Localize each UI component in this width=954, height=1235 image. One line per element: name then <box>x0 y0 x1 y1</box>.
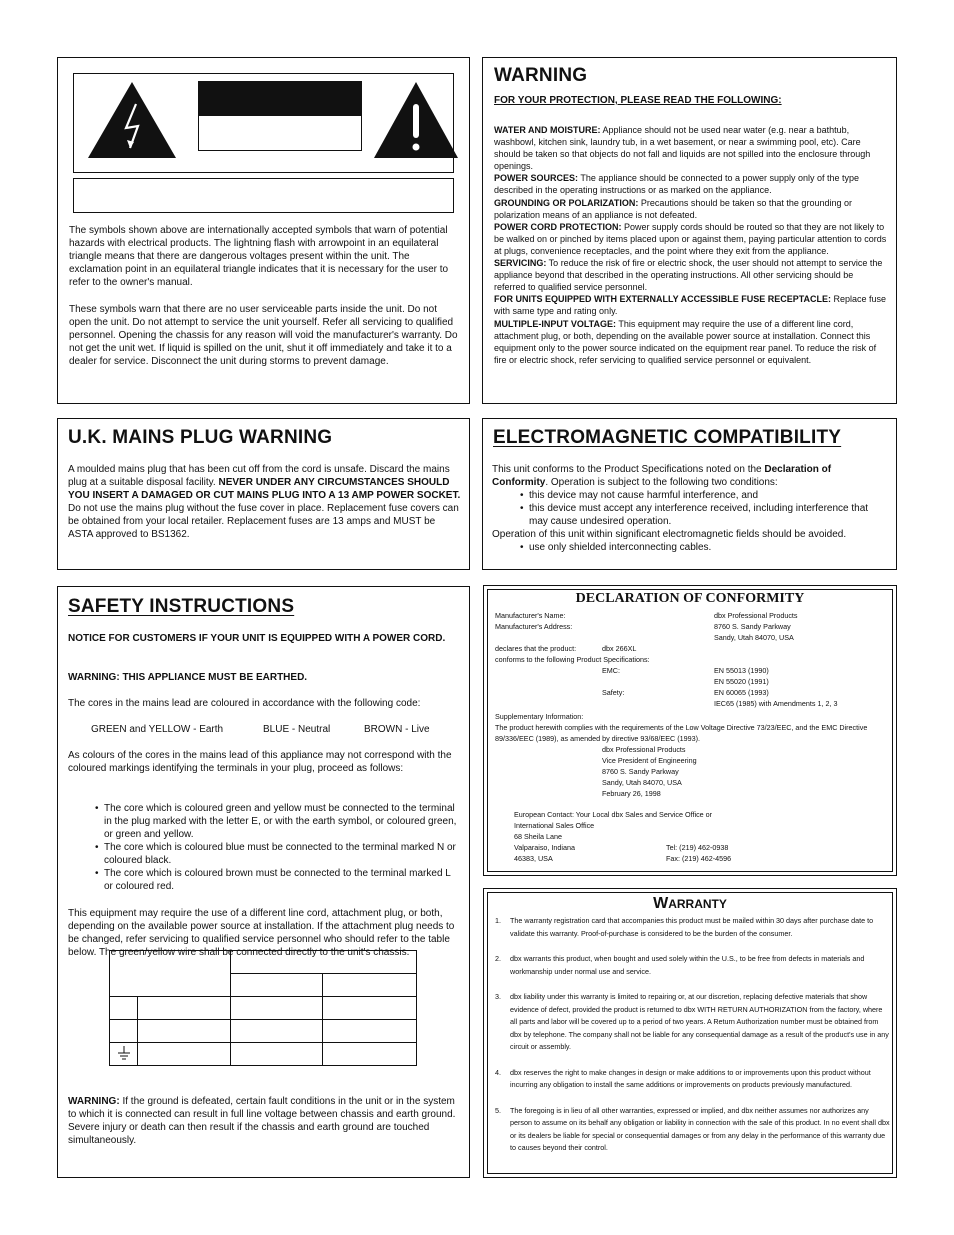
safety-bullet: • The core which is coloured green and yellow must be connected to the terminal in the plug marked with the letter E, or with the earth symbol, or coloured green, or green and yellow. <box>95 802 458 841</box>
emc-intro-1: This unit conforms to the Product Specifications noted on the <box>492 464 765 475</box>
symbols-text-bar <box>73 178 454 213</box>
warranty-title-rest: ARRANTY <box>668 897 727 911</box>
warranty-box <box>483 888 897 1178</box>
warranty-item-text: dbx warrants this product, when bought and used solely within the U.S., to be free from defects in materials and workmanship under normal use and service. <box>510 954 865 976</box>
eu-contact-3: 68 Sheila Lane <box>514 832 562 841</box>
white-caution-bar <box>198 116 362 151</box>
signature-line-4: Sandy, Utah 84070, USA <box>602 778 682 787</box>
symbols-para-1: The symbols shown above are internationally accepted symbols that warn of potential hazards with electrical products. The lightning flash with arrowpoint in an equilateral triangle means that there are dangerous voltages present within the unit. The exclamation point in an equilateral triangle indicates that it is necessary for the user to refer to the owner's manual. <box>69 225 449 288</box>
warranty-item <box>484 915 890 940</box>
table-cell <box>231 1043 323 1066</box>
warning-item <box>494 221 887 257</box>
black-caution-bar <box>198 81 362 116</box>
warranty-item-text: The foregoing is in lieu of all other warranties, expressed or implied, and dbx neither assumes nor authorizes any person to assume on its behalf any obligation or liability in connection with the sale of this product. In no event shall dbx or its dealers be liable for special or consequential damages or from any delay in the performance of this warranty due to causes beyond their control. <box>510 1105 890 1152</box>
warranty-item-text: The warranty registration card that accompanies this product must be mailed within 30 days after purchase date to validate this warranty. Proof-of-purchase is considered to be the burden of the consumer. <box>510 916 874 938</box>
uk-mains-text-2: Do not use the mains plug without the fuse cover in place. Replacement fuse covers can be obtained from your local retailer. Replacement fuses are 13 amps and MUST be ASTA approved to BS1362. <box>68 503 459 540</box>
table-cell <box>323 974 417 997</box>
warning-item-text: Power supply cords should be routed so that they are not likely to be walked on or pinched by items placed upon or against them, paying particular attention to cords at plugs, convenience receptacles, and the point where they exit from the appliance. <box>494 221 887 256</box>
warning-item-label: SERVICING: <box>494 258 547 269</box>
warranty-item-text: dbx liability under this warranty is limited to repairing or, at our discretion, replacing defective materials that show evidence of defect, provided the product is returned to dbx WITH RETURN AUTHORIZATION from the factory, where all parts and labor will be covered up to a period of two years. A Return Authorization number must be obtained from dbx by telephone. The company shall not be liable for any consequential damage as a result of the product's use in any circuit or assembly. <box>510 992 889 1051</box>
warranty-title <box>484 895 896 913</box>
warning-item-text: Appliance should not be used near water (e.g. near a bathtub, washbowl, kitchen sink, laundry tub, in a wet basement, or near a swimming pool, etc). Care should be taken so that objects do not fall and liquids are not spilled into the enclosure through openings. <box>494 125 871 172</box>
warning-item-text: To reduce the risk of fire or electric shock, the user should not attempt to service the appliance beyond that described in the operating instructions. All other servicing should be referred to qualified service personnel. <box>494 258 883 293</box>
safety-final-warning <box>68 1095 461 1147</box>
table-cell <box>110 997 138 1020</box>
warning-item <box>494 257 887 293</box>
colour-green: GREEN and YELLOW - Earth <box>91 724 224 735</box>
table-cell <box>231 974 323 997</box>
table-cell <box>110 951 231 997</box>
signature-date: February 26, 1998 <box>602 789 661 798</box>
safety-equipment: This equipment may require the use of a different line cord, attachment plug, or both, depending on the available power source at installation. If the attachment plug needs to be changed, refer servicing to qualified service personnel who should refer to the table below. The green/yellow wire shall be connected directly to the unit's chassis. <box>68 908 455 958</box>
warranty-item <box>484 991 890 1054</box>
safety-bullet: • The core which is coloured brown must be connected to the terminal marked L or coloured red. <box>95 867 458 893</box>
warning-item <box>494 293 887 317</box>
table-row <box>110 1043 417 1066</box>
table-cell <box>323 1043 417 1066</box>
uk-mains-title: U.K. MAINS PLUG WARNING <box>68 427 333 448</box>
eu-contact-2: International Sales Office <box>514 821 595 830</box>
table-row <box>110 997 417 1020</box>
warning-item <box>494 318 887 366</box>
warning-item-label: POWER CORD PROTECTION: <box>494 221 622 232</box>
exclamation-triangle-icon <box>372 80 460 160</box>
conforms-label: conforms to the following Product Specifications: <box>495 655 650 664</box>
uk-mains-bold: NEVER UNDER ANY CIRCUMSTANCES SHOULD YOU INSERT A DAMAGED OR CUT MAINS PLUG INTO A 13 AMP POWER SOCKET. <box>68 477 461 501</box>
warning-item-label: POWER SOURCES: <box>494 173 579 184</box>
warranty-item-num: 4. <box>495 1067 501 1077</box>
lightning-triangle-icon <box>86 80 178 160</box>
table-cell <box>110 1043 138 1066</box>
declaration-title: DECLARATION OF CONFORMITY <box>575 591 805 606</box>
safety-earthed: WARNING: THIS APPLIANCE MUST BE EARTHED. <box>68 672 308 683</box>
warning-item-text: The appliance should be connected to a power supply only of the type described in the operating instructions or as marked on the appliance. <box>494 173 860 196</box>
table-cell <box>231 1020 323 1043</box>
uk-mains-box <box>57 418 470 570</box>
colour-blue: BLUE - Neutral <box>263 724 331 735</box>
safety-box <box>57 586 470 1178</box>
table-cell <box>138 1020 231 1043</box>
safety-label: Safety: <box>602 688 625 697</box>
symbols-box <box>57 57 470 404</box>
safety-bullets <box>95 802 458 893</box>
warning-item-text: This equipment may require the use of a different line cord, attachment plug, or both, depending on the available power source at installation. Connect this equipment only to the power source indicated on the equipment rear panel. To reduce the risk of fire or electric shock, refer servicing to qualified service personnel or equivalent. <box>494 318 877 365</box>
mfr-addr-label: Manufacturer's Address: <box>495 622 573 631</box>
product-name: dbx 266XL <box>602 644 637 653</box>
warranty-item-num: 3. <box>495 992 501 1001</box>
warning-item <box>494 197 887 221</box>
mfr-name: dbx Professional Products <box>714 611 798 620</box>
colour-brown: BROWN - Live <box>364 724 430 735</box>
declaration-box <box>483 585 897 876</box>
emc-label: EMC: <box>602 666 620 675</box>
mfr-addr-2: Sandy, Utah 84070, USA <box>714 633 794 642</box>
warning-item-text: Precautions should be taken so that the grounding or polarization means of an appliance is not defeated. <box>494 197 852 220</box>
wiring-table <box>109 950 417 1066</box>
emc-intro <box>492 463 889 489</box>
warning-item-label: GROUNDING OR POLARIZATION: <box>494 197 639 208</box>
warranty-item <box>484 953 890 978</box>
table-cell <box>231 951 417 974</box>
warning-subtitle: FOR YOUR PROTECTION, PLEASE READ THE FOLLOWING: <box>494 95 782 106</box>
table-cell <box>138 1043 231 1066</box>
warning-item-label: MULTIPLE-INPUT VOLTAGE: <box>494 318 616 329</box>
safety-title: SAFETY INSTRUCTIONS <box>68 596 295 617</box>
uk-mains-text-1: A moulded mains plug that has been cut off from the cord is unsafe. Discard the mains plug at a suitable disposal facility. <box>68 464 450 488</box>
emc-spec-2: EN 55020 (1991) <box>714 677 769 686</box>
warranty-title-first: W <box>653 895 669 912</box>
emc-intro-bold: Declaration of Conformity <box>492 464 832 488</box>
safety-spec-1: EN 60065 (1993) <box>714 688 769 697</box>
supplementary-text: The product herewith complies with the requirements of the Low Voltage Directive 73/23/EEC, and the EMC Directive 89/336/EEC (1989), as amended by directive 93/68/EEC (1993). <box>495 723 868 743</box>
warning-item <box>494 172 887 196</box>
warning-item <box>494 124 887 172</box>
emc-bullet-2: • this device must accept any interference received, including interference that may cause undesired operation. <box>520 502 889 528</box>
symbols-para-2: These symbols warn that there are no user serviceable parts inside the unit. Do not open the unit. Do not attempt to service the unit yourself. Refer all servicing to qualified personnel. Opening the chassis for any reason will void the manufacturer's warranty. Do not get the unit wet. If liquid is spilled on the unit, shut it off immediately and take it to a dealer for service. Disconnect the unit during storms to prevent damage. <box>69 304 458 367</box>
eu-contact-1: European Contact: Your Local dbx Sales and Service Office or <box>514 810 713 819</box>
table-cell <box>110 1020 138 1043</box>
warning-item-text: Replace fuse with same type and rating only. <box>494 294 887 317</box>
safety-cores: The cores in the mains lead are coloured in accordance with the following code: <box>68 698 421 709</box>
symbols-frame <box>73 73 454 173</box>
safety-final-text: If the ground is defeated, certain fault conditions in the unit or in the system to which it is connected can result in full line voltage between chassis and earth ground. Severe injury or death can then result if the chassis and earth ground are touched simultaneously. <box>68 1096 456 1146</box>
safety-final-label: WARNING: <box>68 1096 120 1107</box>
eu-contact-5: 46383, USA <box>514 854 553 863</box>
supplementary-label: Supplementary Information: <box>495 712 584 721</box>
emc-bullet-3: • use only shielded interconnecting cables. <box>520 541 889 554</box>
warranty-item <box>484 1067 890 1092</box>
safety-bullet: • The core which is coloured blue must be connected to the terminal marked N or coloured black. <box>95 841 458 867</box>
warranty-item-num: 2. <box>495 954 501 963</box>
declares-label: declares that the product: <box>495 644 577 653</box>
emc-text-2: Operation of this unit within significant electromagnetic fields should be avoided. <box>492 529 847 540</box>
table-cell <box>323 1020 417 1043</box>
warning-item-label: WATER AND MOISTURE: <box>494 125 601 135</box>
earth-ground-icon <box>116 1045 132 1061</box>
signature-line-3: 8760 S. Sandy Parkway <box>602 767 679 776</box>
table-cell <box>231 997 323 1020</box>
mfr-addr-1: 8760 S. Sandy Parkway <box>714 622 791 631</box>
emc-intro-2: . Operation is subject to the following two conditions: <box>545 477 778 488</box>
eu-contact-4: Valparaiso, Indiana <box>514 843 576 852</box>
emc-title: ELECTROMAGNETIC COMPATIBILITY <box>493 427 842 448</box>
table-row <box>110 1020 417 1043</box>
warranty-list <box>484 915 890 1168</box>
warranty-item-num: 5. <box>495 1105 501 1115</box>
safety-notice: NOTICE FOR CUSTOMERS IF YOUR UNIT IS EQUIPPED WITH A POWER CORD. <box>68 633 446 644</box>
warning-title: WARNING <box>494 65 588 86</box>
emc-body <box>492 463 889 554</box>
eu-fax: Fax: (219) 462-4596 <box>666 854 732 863</box>
safety-spec-2: IEC65 (1985) with Amendments 1, 2, 3 <box>714 699 838 708</box>
warning-box <box>482 57 897 404</box>
safety-colours: As colours of the cores in the mains lead of this appliance may not correspond with the coloured markings identifying the terminals in your plug, proceed as follows: <box>68 750 452 774</box>
table-row <box>110 951 417 974</box>
warning-list <box>494 124 887 366</box>
mfr-name-label: Manufacturer's Name: <box>495 611 566 620</box>
table-cell <box>323 997 417 1020</box>
emc-bullet-1: • this device may not cause harmful interference, and <box>520 489 889 502</box>
warning-item-label: FOR UNITS EQUIPPED WITH EXTERNALLY ACCESSIBLE FUSE RECEPTACLE: <box>494 294 832 305</box>
warranty-item <box>484 1105 890 1155</box>
emc-box <box>482 418 897 570</box>
warranty-item-text: dbx reserves the right to make changes in design or make additions to or improvements upon this product without incurring any obligation to install the same additions or improvements on products previously manufactured. <box>510 1067 871 1089</box>
table-cell <box>138 997 231 1020</box>
emc-spec-1: EN 55013 (1990) <box>714 666 769 675</box>
uk-mains-text <box>68 463 461 541</box>
signature-line-2: Vice President of Engineering <box>602 756 697 765</box>
signature-line-1: dbx Professional Products <box>602 745 686 754</box>
eu-tel: Tel: (219) 462-0938 <box>666 843 729 852</box>
warranty-item-num: 1. <box>495 916 501 925</box>
